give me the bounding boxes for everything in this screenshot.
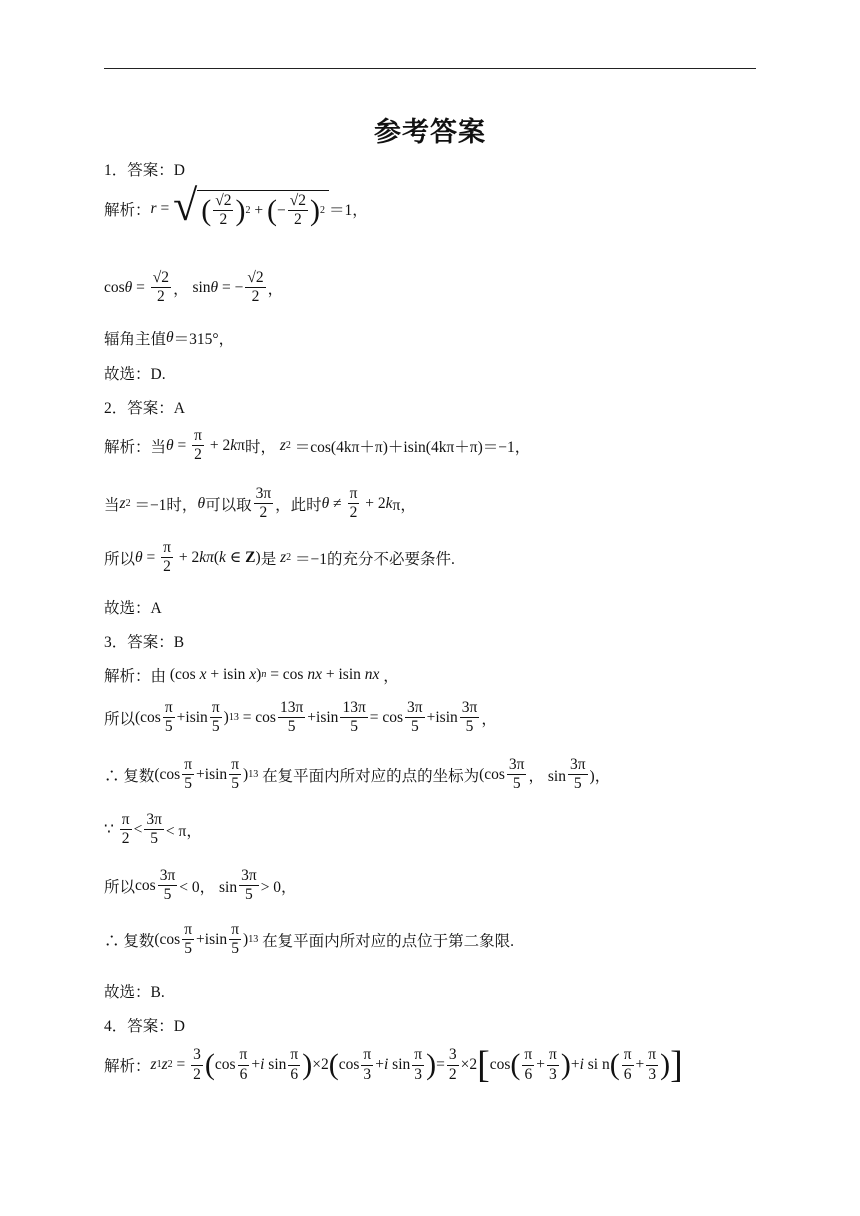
page-title: 参考答案 [374, 117, 486, 148]
q1-choice: 故选：D. [104, 366, 166, 383]
q3-line4: ∵ $\frac{\pi}{2}$ < $\frac{3\pi}{5}$ < π， [104, 811, 202, 848]
q4-answer: 4．答案：D [104, 1018, 185, 1035]
q3-line2: 所以 (cos $\frac{\pi}{5}$ +isin $\frac{\pi}{5}$ ) 13 = cos $\frac{13\pi}{5}$ +isin $\frac{13\pi}{5}$ = cos $\frac{3\pi}{5}$ +isin $\frac{3\pi}{5}$ ， [104, 699, 497, 736]
q3-choice: 故选：B. [104, 984, 165, 1001]
q1-answer: 1．答案：D [104, 162, 185, 179]
q2-line2: 当 z 2 ＝−1时， θ 可以取 $\frac{3\pi}{2}$ ，此时 θ ≠ $\frac{\pi}{2}$ + 2 k π， [104, 485, 416, 522]
q3-line3: ∴ 复数 (cos $\frac{\pi}{5}$ +isin $\frac{\pi}{5}$ ) 13 在复平面内所对应的点的坐标为 (cos $\frac{3\pi}{5}$ ， sin $\frac{3\pi}{5}$ )， [104, 756, 611, 793]
q2-choice: 故选：A [104, 600, 162, 617]
header-rule [104, 68, 756, 69]
q2-line3: 所以 θ = $\frac{\pi}{2}$ + 2 kπ ( k ∈ Z ) 是 z 2 ＝−1的充分不必要条件. [104, 539, 455, 576]
q1-modulus: 解析： r = √ ( $\frac{√2}{2}$ ) 2 + ( − $\frac{√2}{2}$ ) 2 ＝1， [104, 181, 368, 230]
q1-argument: 辐角主值 θ ＝315°， [104, 329, 235, 348]
q4-product: 解析： z 1 z 2 = $\frac{3}{2}$ ( cos $\frac{\pi}{6}$ + i sin $\frac{\pi}{6}$ ) ×2 ( cos $\frac{\pi}{3}$ + i sin $\frac{\pi}{3}$ ) = $\frac{3}{2}$ ×2 [ cos ( $\frac{\pi}{6}$ + $\frac{\pi}{3}$ ) + i si n ( $\frac{\pi}{6}$ + $\frac{\pi}{3}$ ) ] [104, 1044, 683, 1086]
q2-line1: 解析：当 θ = $\frac{\pi}{2}$ + 2 k π 时， z 2 ＝cos(4kπ＋π)＋isin(4kπ＋π)＝−1， [104, 427, 531, 464]
q3-line1: 解析：由 (cos x + isin x ) n = cos nx + isin nx ， [104, 666, 399, 685]
q1-cos-sin: cos θ = $\frac{√2}{2}$ ， sin θ = − $\frac{√2}{2}$ ， [104, 269, 284, 306]
q3-line5: 所以 cos $\frac{3\pi}{5}$ < 0， sin $\frac{3\pi}{5}$ > 0， [104, 867, 297, 904]
sqrt-expression: √ ( $\frac{√2}{2}$ ) 2 + ( − $\frac{√2}{2}$ ) 2 [173, 190, 329, 229]
q3-answer: 3．答案：B [104, 634, 185, 651]
q2-answer: 2．答案：A [104, 400, 185, 417]
q3-line6: ∴ 复数 (cos $\frac{\pi}{5}$ +isin $\frac{\pi}{5}$ ) 13 在复平面内所对应的点位于第二象限. [104, 921, 514, 958]
